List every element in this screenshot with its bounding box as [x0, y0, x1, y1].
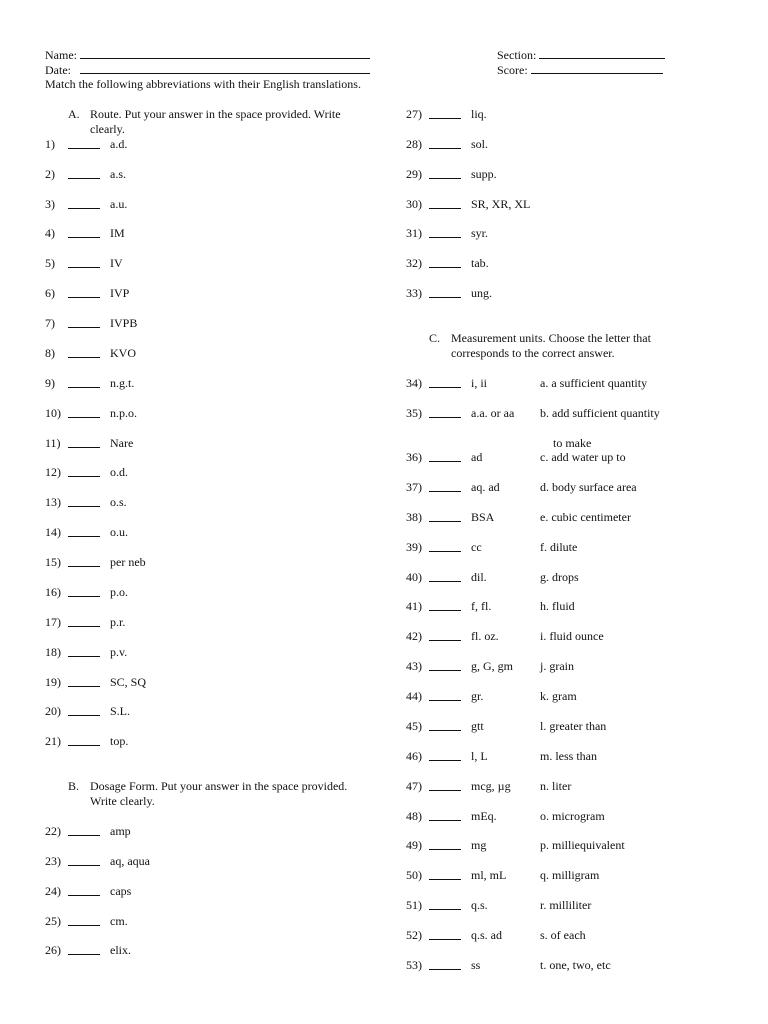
abbreviation: aq. ad: [471, 480, 500, 494]
answer-blank[interactable]: [429, 480, 461, 492]
answer-blank[interactable]: [68, 226, 100, 238]
abbreviation: KVO: [110, 346, 136, 360]
abbreviation: f, fl.: [471, 599, 492, 613]
abbreviation: supp.: [471, 167, 497, 181]
answer-blank[interactable]: [68, 197, 100, 209]
section-a-line1: Route. Put your answer in the space provided. Write: [90, 107, 341, 121]
answer-blank[interactable]: [429, 629, 461, 641]
instructions: Match the following abbreviations with their English translations.: [45, 77, 361, 91]
section-b-heading: [68, 779, 388, 809]
answer-choice: i. fluid ounce: [540, 629, 604, 643]
abbreviation: a.d.: [110, 137, 128, 151]
answer-blank[interactable]: [68, 704, 100, 716]
date-input-line[interactable]: [80, 62, 370, 74]
answer-blank[interactable]: [68, 376, 100, 388]
answer-choice: p. milliequivalent: [540, 838, 625, 852]
section-letter: C.: [429, 331, 441, 345]
question-number: 32): [406, 256, 422, 270]
answer-choice: t. one, two, etc: [540, 958, 611, 972]
answer-blank[interactable]: [429, 450, 461, 462]
question-number: 44): [406, 689, 422, 703]
abbreviation: per neb: [110, 555, 146, 569]
answer-choice: s. of each: [540, 928, 586, 942]
question-number: 34): [406, 376, 422, 390]
section-a-heading: [68, 107, 388, 137]
abbreviation: SC, SQ: [110, 675, 147, 689]
question-number: 53): [406, 958, 422, 972]
answer-blank[interactable]: [429, 719, 461, 731]
question-number: 1): [45, 137, 55, 151]
answer-blank[interactable]: [68, 465, 100, 477]
date-label: Date:: [45, 63, 71, 77]
answer-blank[interactable]: [68, 525, 100, 537]
question-number: 47): [406, 779, 422, 793]
question-number: 49): [406, 838, 422, 852]
answer-blank[interactable]: [68, 286, 100, 298]
abbreviation: mg: [471, 838, 487, 852]
answer-blank[interactable]: [429, 226, 461, 238]
answer-blank[interactable]: [429, 898, 461, 910]
answer-choice: j. grain: [540, 659, 574, 673]
abbreviation: SR, XR, XL: [471, 197, 531, 211]
abbreviation: l, L: [471, 749, 488, 763]
answer-choice-continued: to make: [553, 436, 592, 450]
question-number: 46): [406, 749, 422, 763]
answer-blank[interactable]: [68, 316, 100, 328]
abbreviation: IVP: [110, 286, 130, 300]
abbreviation: o.d.: [110, 465, 128, 479]
question-number: 23): [45, 854, 61, 868]
answer-blank[interactable]: [68, 645, 100, 657]
answer-choice: n. liter: [540, 779, 572, 793]
answer-blank[interactable]: [68, 734, 100, 746]
answer-choice: l. greater than: [540, 719, 607, 733]
section-c-line2: corresponds to the correct answer.: [451, 346, 615, 360]
answer-blank[interactable]: [429, 958, 461, 970]
answer-blank[interactable]: [68, 555, 100, 567]
question-number: 13): [45, 495, 61, 509]
answer-blank[interactable]: [68, 675, 100, 687]
answer-blank[interactable]: [429, 838, 461, 850]
question-number: 21): [45, 734, 61, 748]
answer-blank[interactable]: [429, 928, 461, 940]
question-number: 17): [45, 615, 61, 629]
answer-choice: e. cubic centimeter: [540, 510, 631, 524]
answer-blank[interactable]: [429, 809, 461, 821]
abbreviation: fl. oz.: [471, 629, 499, 643]
answer-blank[interactable]: [429, 659, 461, 671]
answer-blank[interactable]: [68, 824, 100, 836]
abbreviation: o.s.: [110, 495, 127, 509]
answer-blank[interactable]: [68, 346, 100, 358]
answer-blank[interactable]: [429, 107, 461, 119]
answer-blank[interactable]: [68, 884, 100, 896]
abbreviation: BSA: [471, 510, 495, 524]
question-number: 30): [406, 197, 422, 211]
abbreviation: ad: [471, 450, 483, 464]
question-number: 3): [45, 197, 55, 211]
answer-blank[interactable]: [68, 256, 100, 268]
abbreviation: dil.: [471, 570, 487, 584]
abbreviation: ung.: [471, 286, 492, 300]
answer-blank[interactable]: [429, 510, 461, 522]
answer-choice: d. body surface area: [540, 480, 637, 494]
abbreviation: gtt: [471, 719, 484, 733]
section-letter: B.: [68, 779, 80, 793]
question-number: 37): [406, 480, 422, 494]
abbreviation: tab.: [471, 256, 489, 270]
abbreviation: mcg, µg: [471, 779, 511, 793]
answer-blank[interactable]: [68, 914, 100, 926]
answer-choice: q. milligram: [540, 868, 600, 882]
abbreviation: S.L.: [110, 704, 131, 718]
abbreviation: p.v.: [110, 645, 128, 659]
question-number: 6): [45, 286, 55, 300]
question-number: 15): [45, 555, 61, 569]
question-number: 4): [45, 226, 55, 240]
question-number: 22): [45, 824, 61, 838]
question-number: 25): [45, 914, 61, 928]
section-c-heading: [429, 331, 709, 361]
question-number: 5): [45, 256, 55, 270]
abbreviation: q.s.: [471, 898, 488, 912]
section-b-line2: Write clearly.: [90, 794, 155, 808]
section-a-line2: clearly.: [90, 122, 125, 136]
answer-blank[interactable]: [429, 197, 461, 209]
name-input-line[interactable]: [80, 47, 370, 59]
question-number: 9): [45, 376, 55, 390]
score-field-row: [497, 62, 663, 78]
question-number: 51): [406, 898, 422, 912]
question-number: 2): [45, 167, 55, 181]
answer-blank[interactable]: [429, 749, 461, 761]
abbreviation: top.: [110, 734, 129, 748]
answer-blank[interactable]: [429, 779, 461, 791]
answer-choice: o. microgram: [540, 809, 605, 823]
answer-blank[interactable]: [429, 137, 461, 149]
question-number: 48): [406, 809, 422, 823]
answer-blank[interactable]: [429, 570, 461, 582]
abbreviation: IV: [110, 256, 123, 270]
name-label: Name:: [45, 48, 77, 62]
question-number: 20): [45, 704, 61, 718]
question-number: 40): [406, 570, 422, 584]
answer-blank[interactable]: [429, 286, 461, 298]
answer-blank[interactable]: [68, 615, 100, 627]
answer-blank[interactable]: [68, 585, 100, 597]
question-number: 35): [406, 406, 422, 420]
abbreviation: IVPB: [110, 316, 138, 330]
abbreviation: q.s. ad: [471, 928, 502, 942]
question-number: 43): [406, 659, 422, 673]
abbreviation: amp: [110, 824, 131, 838]
answer-blank[interactable]: [429, 868, 461, 880]
abbreviation: a.a. or aa: [471, 406, 515, 420]
score-input-line[interactable]: [531, 62, 663, 74]
question-number: 39): [406, 540, 422, 554]
question-number: 7): [45, 316, 55, 330]
answer-blank[interactable]: [68, 943, 100, 955]
answer-blank[interactable]: [429, 167, 461, 179]
question-number: 18): [45, 645, 61, 659]
question-number: 24): [45, 884, 61, 898]
section-field-row: [497, 47, 665, 63]
abbreviation: elix.: [110, 943, 131, 957]
abbreviation: cc: [471, 540, 482, 554]
answer-choice: r. milliliter: [540, 898, 592, 912]
question-number: 38): [406, 510, 422, 524]
abbreviation: aq, aqua: [110, 854, 150, 868]
section-label: Section:: [497, 48, 537, 62]
abbreviation: i, ii: [471, 376, 488, 390]
answer-blank[interactable]: [429, 689, 461, 701]
section-b-line1: Dosage Form. Put your answer in the space provided.: [90, 779, 348, 793]
abbreviation: g, G, gm: [471, 659, 513, 673]
answer-choice: f. dilute: [540, 540, 578, 554]
question-number: 42): [406, 629, 422, 643]
question-number: 27): [406, 107, 422, 121]
abbreviation: ss: [471, 958, 481, 972]
answer-blank[interactable]: [429, 256, 461, 268]
section-input-line[interactable]: [539, 47, 665, 59]
abbreviation: mEq.: [471, 809, 497, 823]
question-number: 12): [45, 465, 61, 479]
question-number: 10): [45, 406, 61, 420]
answer-blank[interactable]: [68, 436, 100, 448]
question-number: 28): [406, 137, 422, 151]
abbreviation: sol.: [471, 137, 489, 151]
score-label: Score:: [497, 63, 528, 77]
question-number: 29): [406, 167, 422, 181]
question-number: 16): [45, 585, 61, 599]
answer-blank[interactable]: [429, 376, 461, 388]
question-number: 36): [406, 450, 422, 464]
question-number: 26): [45, 943, 61, 957]
abbreviation: a.s.: [110, 167, 126, 181]
name-field-row: [45, 47, 370, 63]
answer-choice: k. gram: [540, 689, 577, 703]
abbreviation: cm.: [110, 914, 128, 928]
abbreviation: gr.: [471, 689, 484, 703]
answer-choice: h. fluid: [540, 599, 575, 613]
answer-blank[interactable]: [68, 495, 100, 507]
answer-choice: c. add water up to: [540, 450, 626, 464]
answer-blank[interactable]: [429, 540, 461, 552]
answer-blank[interactable]: [429, 599, 461, 611]
question-number: 31): [406, 226, 422, 240]
question-number: 41): [406, 599, 422, 613]
question-number: 33): [406, 286, 422, 300]
answer-blank[interactable]: [68, 406, 100, 418]
section-c-line1: Measurement units. Choose the letter that: [451, 331, 651, 345]
answer-choice: g. drops: [540, 570, 579, 584]
answer-blank[interactable]: [68, 167, 100, 179]
question-number: 8): [45, 346, 55, 360]
abbreviation: n.p.o.: [110, 406, 137, 420]
answer-choice: m. less than: [540, 749, 597, 763]
question-number: 19): [45, 675, 61, 689]
abbreviation: liq.: [471, 107, 487, 121]
question-number: 11): [45, 436, 61, 450]
abbreviation: p.r.: [110, 615, 126, 629]
abbreviation: caps: [110, 884, 132, 898]
abbreviation: IM: [110, 226, 125, 240]
abbreviation: n.g.t.: [110, 376, 135, 390]
answer-choice: a. a sufficient quantity: [540, 376, 648, 390]
abbreviation: a.u.: [110, 197, 128, 211]
date-field-row: [45, 62, 370, 78]
question-number: 14): [45, 525, 61, 539]
question-number: 50): [406, 868, 422, 882]
abbreviation: p.o.: [110, 585, 128, 599]
question-number: 45): [406, 719, 422, 733]
abbreviation: syr.: [471, 226, 489, 240]
answer-choice: b. add sufficient quantity: [540, 406, 660, 420]
abbreviation: o.u.: [110, 525, 128, 539]
question-number: 52): [406, 928, 422, 942]
answer-blank[interactable]: [68, 854, 100, 866]
section-letter: A.: [68, 107, 80, 121]
abbreviation: Nare: [110, 436, 134, 450]
answer-blank[interactable]: [429, 406, 461, 418]
answer-blank[interactable]: [68, 137, 100, 149]
abbreviation: ml, mL: [471, 868, 507, 882]
